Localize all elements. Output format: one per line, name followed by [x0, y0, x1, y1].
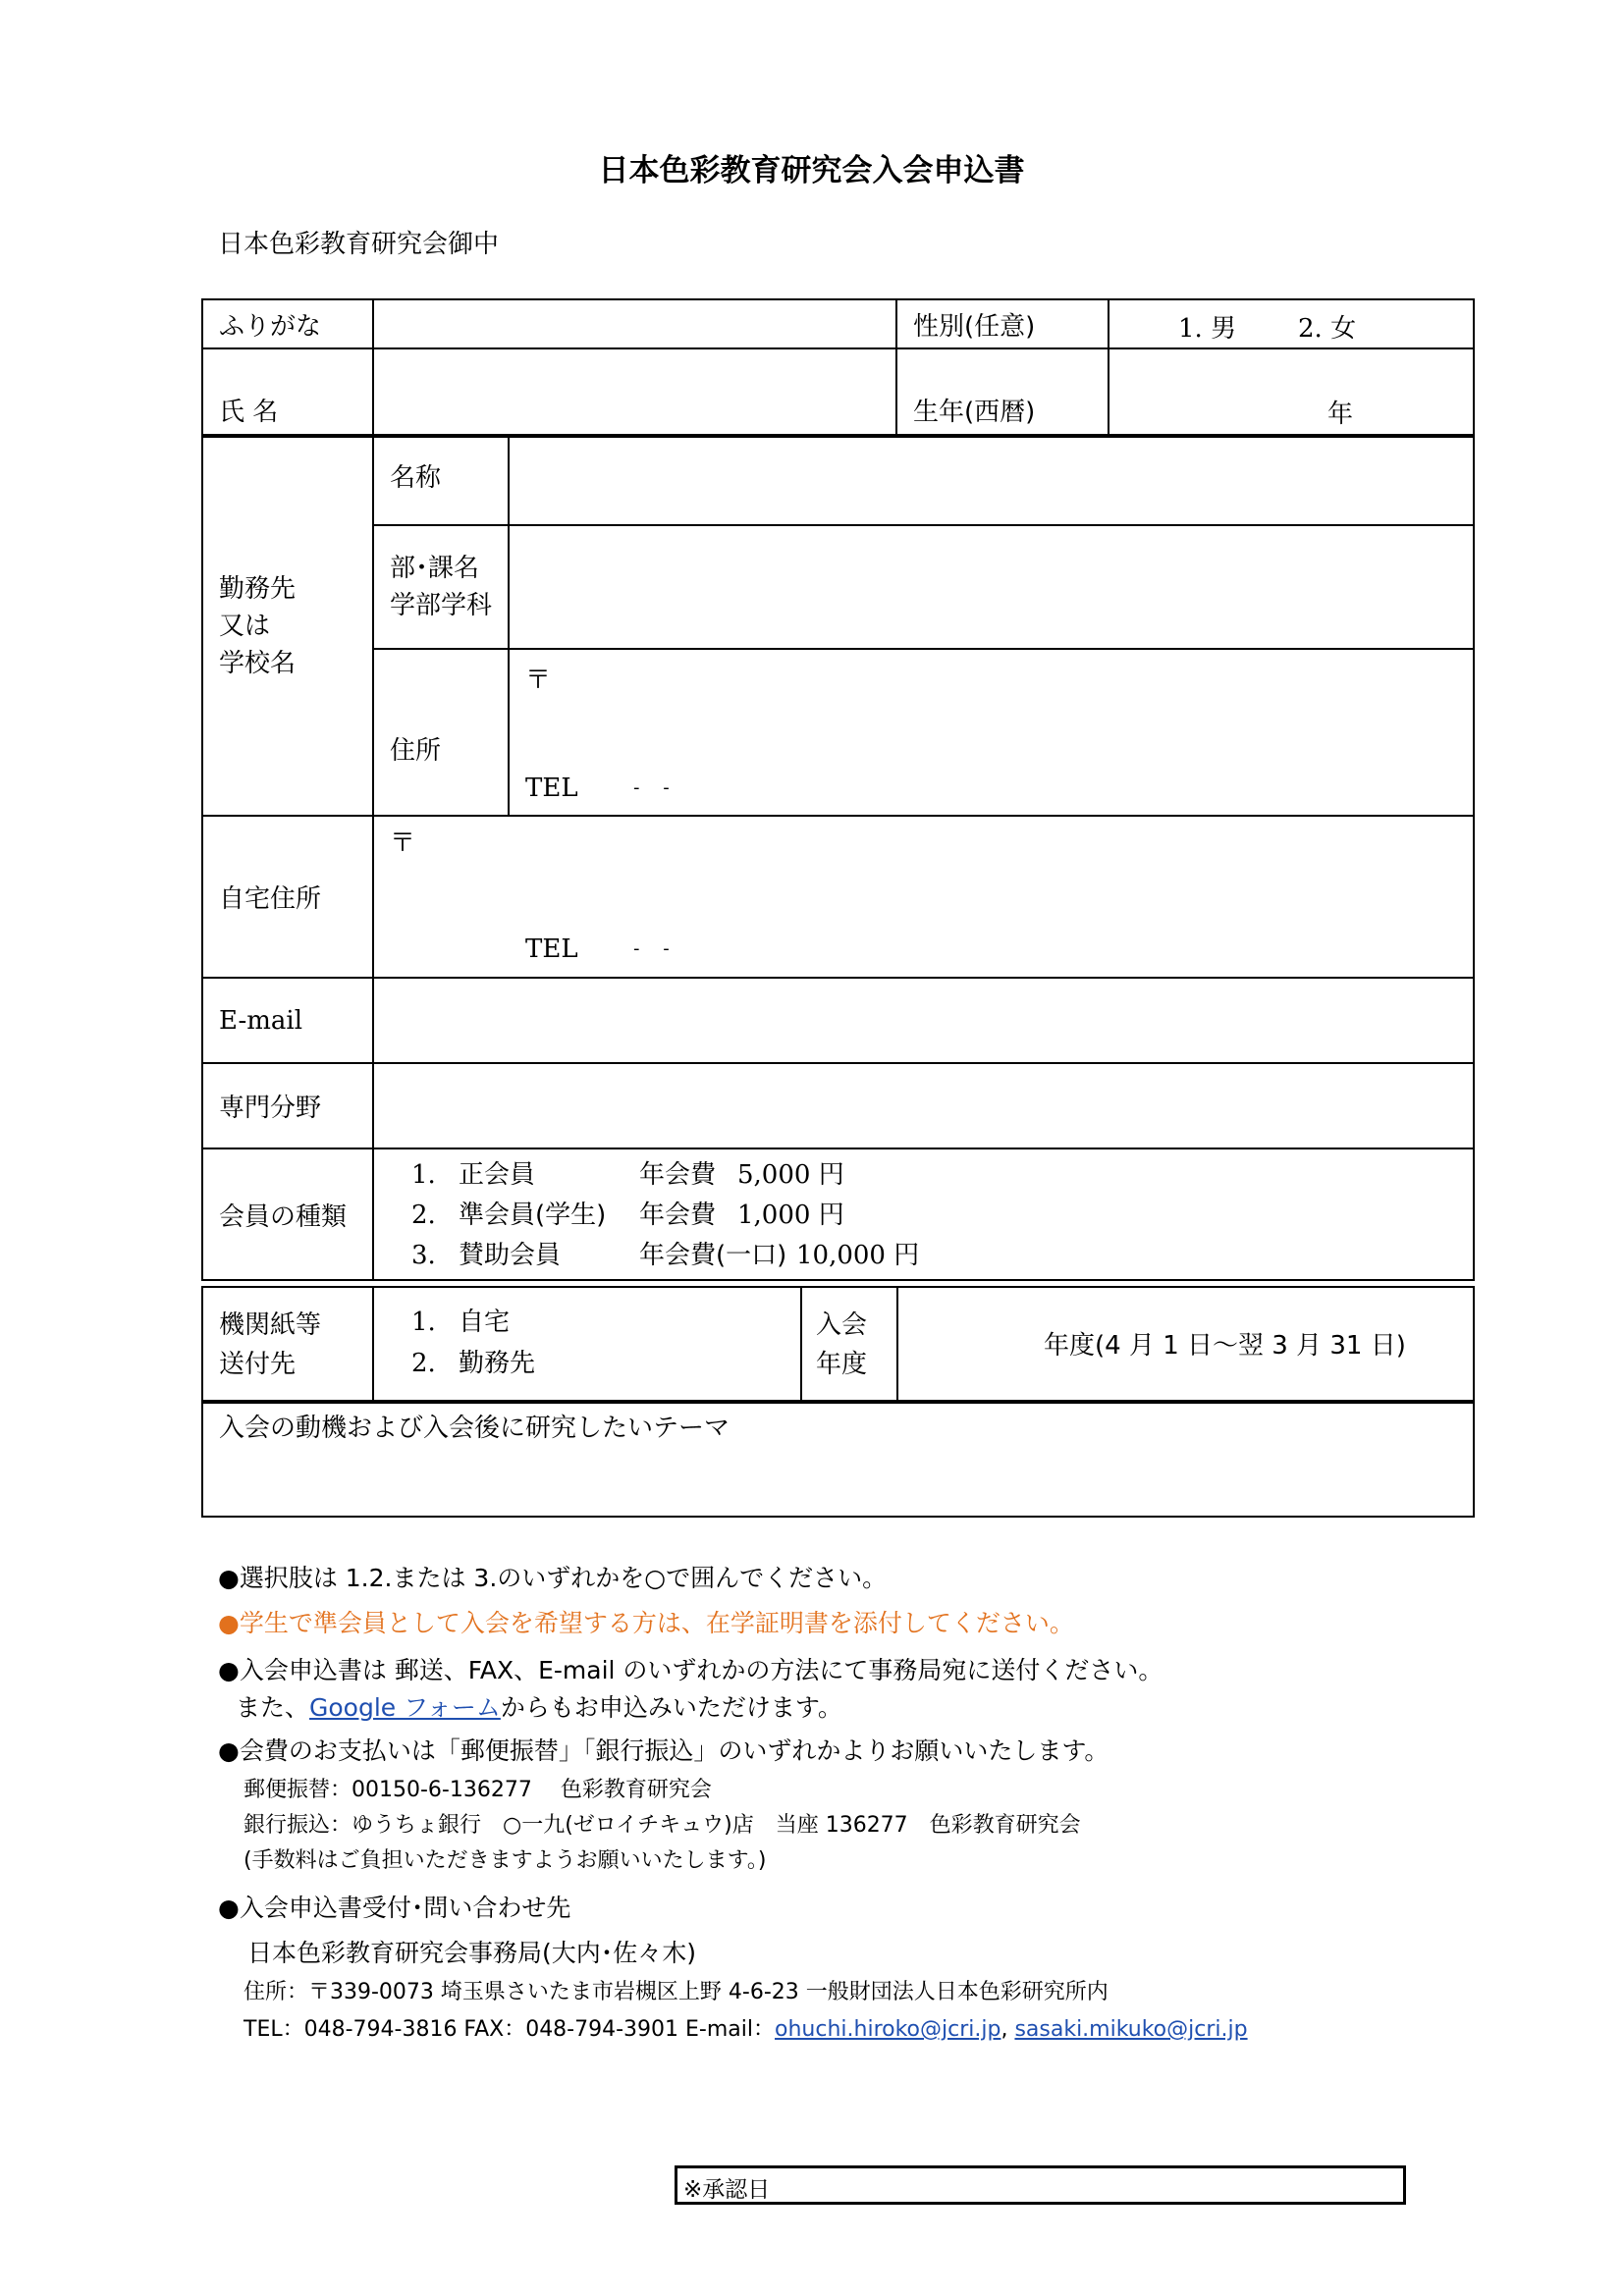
work-tel-dashes: - -: [633, 777, 670, 798]
motive-table: [201, 1400, 1475, 1518]
delivery-table: [201, 1286, 1475, 1404]
furigana-field[interactable]: [373, 299, 896, 348]
birth-year-label: 生年(西暦): [896, 348, 1109, 435]
bank-transfer-info: 銀行振込：ゆうちょ銀行 ○一九(ゼロイチキュウ)店 当座 136277 色彩教育研究会: [243, 1813, 1081, 1838]
addressee: 日本色彩教育研究会御中: [218, 230, 500, 259]
email-link-sasaki[interactable]: sasaki.mikuko@jcri.jp: [1014, 2017, 1248, 2042]
work-tel-label: TEL: [525, 774, 578, 803]
dept-label: 部･課名 学部学科: [373, 525, 509, 649]
gender-option-male[interactable]: 1. 男: [1178, 314, 1237, 344]
member-type-options: [373, 1148, 1474, 1280]
motive-label: 入会の動機および入会後に研究したいテーマ: [219, 1414, 730, 1443]
email-label: E-mail: [202, 978, 373, 1063]
member-type-option[interactable]: 3. 賛助会員 年会費(一口) 10,000 円: [411, 1241, 920, 1270]
birth-year-unit: 年: [1327, 400, 1354, 429]
approval-date-box[interactable]: ※承認日: [675, 2165, 1406, 2205]
office-name: 日本色彩教育研究会事務局(大内･佐々木): [247, 1939, 697, 1967]
delivery-options: [373, 1287, 801, 1403]
org-name-label: 名称: [373, 437, 509, 525]
member-type-option[interactable]: 1. 正会員 年会費 5,000 円: [411, 1160, 844, 1190]
personal-info-table: [201, 298, 1475, 436]
dept-field[interactable]: [509, 525, 1474, 649]
org-name-field[interactable]: [509, 437, 1474, 525]
note-choice: ●選択肢は 1.2.または 3.のいずれかを○で囲んでください。: [218, 1564, 888, 1592]
postal-transfer-info: 郵便振替：00150-6-136277 色彩教育研究会: [243, 1778, 712, 1802]
motive-field[interactable]: [202, 1401, 1474, 1517]
furigana-label: ふりがな: [202, 299, 373, 348]
join-year-label: 入会 年度: [801, 1287, 897, 1403]
postal-mark: 〒: [525, 666, 552, 695]
note-contact: ●入会申込書受付･問い合わせ先: [218, 1894, 571, 1922]
birth-year-field[interactable]: [1109, 348, 1474, 435]
name-field[interactable]: [373, 348, 896, 435]
detail-table: [201, 436, 1475, 1281]
email-link-ohuchi[interactable]: ohuchi.hiroko@jcri.jp: [775, 2017, 1001, 2042]
delivery-option[interactable]: 2. 勤務先: [411, 1349, 536, 1378]
member-type-label: 会員の種類: [202, 1148, 373, 1280]
form-title: 日本色彩教育研究会入会申込書: [598, 153, 1025, 188]
home-tel-label: TEL: [525, 934, 578, 964]
workplace-label: 勤務先 又は 学校名: [202, 437, 373, 816]
note-payment: ●会費のお支払いは「郵便振替」「銀行振込」のいずれかよりお願いいたします。: [218, 1736, 1109, 1765]
note-submit: ●入会申込書は 郵送、FAX、E-mail のいずれかの方法にて事務局宛に送付ください。: [218, 1656, 1163, 1684]
note-google-form: また、Google フォームからもお申込みいただけます。: [236, 1693, 842, 1722]
work-address-field[interactable]: [509, 649, 1474, 816]
home-address-field[interactable]: [373, 816, 1474, 978]
gender-option-female[interactable]: 2. 女: [1298, 314, 1357, 344]
join-year-field[interactable]: [897, 1287, 1474, 1403]
gender-label: 性別(任意): [896, 299, 1109, 348]
specialty-label: 専門分野: [202, 1063, 373, 1148]
home-postal-mark: 〒: [390, 828, 416, 858]
email-field[interactable]: [373, 978, 1474, 1063]
gender-field[interactable]: [1109, 299, 1474, 348]
fee-note: (手数料はご負担いただきますようお願いいたします。): [243, 1848, 767, 1873]
home-tel-dashes: - -: [633, 938, 670, 959]
google-form-link[interactable]: Google フォーム: [309, 1693, 501, 1722]
specialty-field[interactable]: [373, 1063, 1474, 1148]
delivery-label: 機関紙等 送付先: [202, 1287, 373, 1403]
fiscal-year-text: 年度(4 月 1 日～翌 3 月 31 日): [1044, 1331, 1406, 1361]
member-type-option[interactable]: 2. 準会員(学生) 年会費 1,000 円: [411, 1201, 844, 1230]
delivery-option[interactable]: 1. 自宅: [411, 1308, 511, 1337]
home-address-label: 自宅住所: [202, 816, 373, 978]
name-label: 氏 名: [202, 348, 373, 435]
address-label: 住所: [373, 649, 509, 816]
office-contact: TEL：048-794-3816 FAX：048-794-3901 E-mail：ohuchi.hiroko@jcri.jp, sasaki.mikuko@jcri.jp: [243, 2017, 1248, 2042]
note-student: ●学生で準会員として入会を希望する方は、在学証明書を添付してください。: [218, 1609, 1074, 1637]
office-address: 住所：〒339-0073 埼玉県さいたま市岩槻区上野 4-6-23 一般財団法人日本色彩研究所内: [243, 1980, 1109, 2004]
